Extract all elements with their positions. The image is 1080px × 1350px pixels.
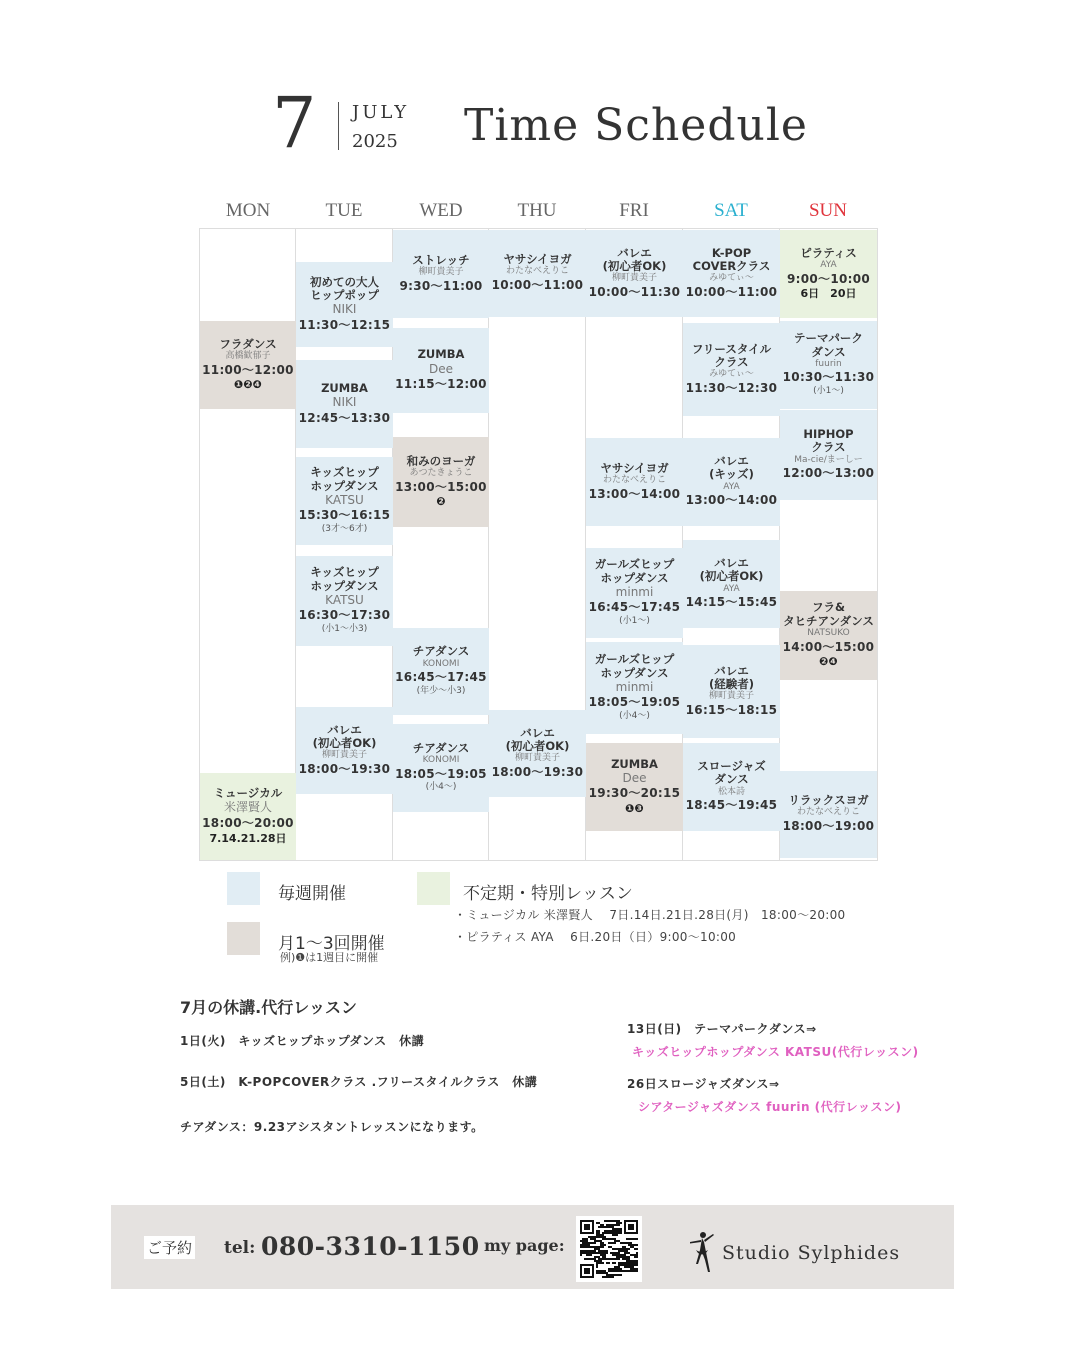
lesson-instructor: みゆてぃ〜 — [709, 369, 754, 380]
notice-line-substitute: キッズヒップホップダンス KATSU(代行レッスン) — [632, 1045, 919, 1059]
lesson-cell[interactable] — [780, 410, 877, 500]
day-header-sun: SUN — [808, 200, 847, 221]
lesson-time: 14:00〜15:00 — [782, 639, 875, 654]
lesson-instructor: AYA — [723, 481, 740, 492]
lesson-instructor: NATSUKO — [807, 627, 850, 638]
lesson-time: 18:00〜19:30 — [298, 761, 391, 776]
lesson-time: 16:45〜17:45 — [395, 670, 487, 685]
lesson-week-marks: 6日 20日 — [800, 287, 857, 301]
lesson-instructor: NIKI — [332, 395, 357, 410]
lesson-cell[interactable] — [586, 642, 683, 734]
lesson-week-marks: ❶❸ — [625, 802, 644, 816]
lesson-class-name: ストレッチ — [412, 252, 470, 267]
lesson-class-name: バレエ (初心者OK) — [699, 556, 764, 584]
lesson-note: (3才〜6才) — [321, 523, 368, 534]
lesson-note: (小1〜小3) — [321, 623, 368, 634]
lesson-time: 10:00〜11:30 — [588, 284, 681, 299]
lesson-cell[interactable] — [296, 457, 393, 545]
lesson-cell[interactable] — [780, 771, 877, 858]
lesson-class-name: バレエ (キッズ) — [709, 454, 754, 482]
lesson-cell[interactable] — [393, 230, 489, 318]
lesson-time: 18:45〜19:45 — [685, 798, 778, 813]
month-name: JULY — [352, 102, 410, 123]
lesson-instructor: fuurin — [815, 358, 842, 369]
lesson-instructor: みゆてぃ〜 — [709, 273, 754, 284]
lesson-time: 16:15〜18:15 — [685, 702, 778, 717]
lesson-cell[interactable] — [683, 743, 780, 831]
lesson-class-name: バレエ (初心者OK) — [505, 725, 570, 753]
day-header-thu: THU — [517, 200, 557, 221]
lesson-cell[interactable] — [393, 437, 489, 527]
lesson-class-name: バレエ (経験者) — [708, 663, 754, 691]
lesson-class-name: ZUMBA — [611, 756, 658, 771]
lesson-class-name: ヤサシイヨガ — [503, 252, 572, 267]
lesson-time: 11:30〜12:15 — [298, 317, 391, 332]
lesson-time: 16:45〜17:45 — [588, 600, 681, 615]
lesson-time: 18:05〜19:05 — [395, 766, 487, 781]
notice-line: チアダンス：9.23アシスタントレッスンになります。 — [180, 1120, 484, 1134]
lesson-time: 18:00〜19:00 — [782, 819, 875, 834]
lesson-cell[interactable] — [489, 230, 586, 317]
lesson-class-name: チアダンス — [412, 740, 470, 755]
lesson-cell[interactable] — [683, 230, 780, 317]
legend-monthly-example: 例)❶は1週目に開催 — [280, 951, 379, 964]
lesson-time: 10:30〜11:30 — [782, 370, 875, 385]
lesson-time: 11:00〜12:00 — [202, 362, 294, 377]
lesson-cell[interactable] — [393, 628, 489, 715]
lesson-time: 15:30〜16:15 — [298, 508, 391, 523]
lesson-cell[interactable] — [200, 773, 296, 860]
lesson-class-name: ZUMBA — [321, 380, 368, 395]
lesson-time: 10:00〜11:00 — [491, 278, 584, 293]
lesson-class-name: フラダンス — [219, 336, 277, 351]
lesson-cell[interactable] — [780, 321, 877, 409]
lesson-instructor: あつたきょうこ — [409, 467, 473, 478]
ballet-dancer-icon — [686, 1230, 716, 1278]
lesson-time: 16:30〜17:30 — [298, 608, 391, 623]
lesson-class-name: キッズヒップ ホップダンス — [310, 565, 379, 593]
lesson-instructor: 柳町貴美子 — [418, 266, 464, 277]
lesson-instructor: 柳町貴美子 — [321, 750, 367, 761]
lesson-instructor: わたなべえりこ — [505, 266, 569, 277]
lesson-instructor: 米澤賢人 — [223, 800, 272, 815]
lesson-time: 12:00〜13:00 — [782, 466, 875, 481]
lesson-instructor: 柳町貴美子 — [514, 753, 560, 764]
lesson-time: 10:00〜11:00 — [685, 284, 778, 299]
lesson-time: 18:00〜20:00 — [202, 815, 294, 830]
lesson-cell[interactable] — [586, 438, 683, 526]
lesson-class-name: HIPHOP クラス — [803, 427, 854, 455]
day-header-sat: SAT — [714, 200, 748, 221]
lesson-instructor: わたなべえりこ — [602, 474, 666, 485]
lesson-instructor: 柳町貴美子 — [708, 691, 754, 702]
lesson-cell[interactable] — [683, 438, 780, 526]
legend-special-note: ・ミュージカル 米澤賢人 7日.14日.21日.28日(月) 18:00〜20:00 — [454, 908, 846, 922]
lesson-class-name: バレエ (初心者OK) — [602, 245, 667, 273]
lesson-cell[interactable] — [393, 328, 489, 413]
mypage-label: my page: — [484, 1236, 565, 1255]
lesson-instructor: 高橋歓郁子 — [225, 350, 271, 361]
notice-line: 26日スロージャズダンス⇒ — [627, 1077, 780, 1091]
lesson-instructor: AYA — [723, 583, 740, 594]
lesson-time: 9:00〜10:00 — [786, 271, 871, 286]
lesson-week-marks: ❶❷❹ — [234, 378, 262, 392]
lesson-instructor: 松本詩 — [717, 786, 745, 797]
day-header-fri: FRI — [619, 200, 649, 221]
page-title: Time Schedule — [464, 100, 808, 151]
notice-line-substitute: シアタージャズダンス fuurin (代行レッスン) — [638, 1100, 902, 1114]
notice-line: 13日(日) テーマパークダンス⇒ — [627, 1022, 817, 1036]
header-divider — [338, 102, 339, 150]
lesson-class-name: 和みのヨーガ — [406, 453, 476, 468]
lesson-time: 18:00〜19:30 — [491, 764, 584, 779]
lesson-class-name: スロージャズ ダンス — [697, 759, 766, 787]
lesson-note: (年少〜小3) — [416, 685, 466, 696]
lesson-instructor: minmi — [615, 679, 654, 694]
lesson-note: (小1〜) — [619, 615, 650, 626]
lesson-cell[interactable] — [296, 360, 393, 448]
lesson-class-name: リラックスヨガ — [788, 793, 869, 808]
legend-special-swatch — [417, 872, 450, 905]
lesson-cell[interactable] — [489, 710, 586, 797]
notice-line: 1日(火) キッズヒップホップダンス 休講 — [180, 1034, 425, 1048]
legend-weekly-swatch — [227, 872, 260, 905]
legend-monthly-label: 月1〜3回開催 — [278, 934, 385, 954]
year: 2025 — [352, 131, 398, 152]
lesson-class-name: ミュージカル — [213, 786, 283, 801]
legend-monthly-swatch — [227, 922, 260, 955]
lesson-instructor: 柳町貴美子 — [611, 273, 657, 284]
legend-special-label: 不定期・特別レッスン — [463, 884, 633, 904]
lesson-time: 13:00〜14:00 — [685, 493, 778, 508]
lesson-time: 14:15〜15:45 — [685, 595, 778, 610]
day-header-tue: TUE — [325, 200, 363, 221]
lesson-cell[interactable] — [586, 230, 683, 317]
lesson-class-name: バレエ (初心者OK) — [312, 722, 377, 750]
lesson-time: 12:45〜13:30 — [298, 410, 391, 425]
lesson-cell[interactable] — [780, 591, 877, 680]
reserve-label: ご予約 — [144, 1236, 195, 1259]
lesson-class-name: ヤサシイヨガ — [600, 460, 669, 475]
lesson-instructor: Dee — [622, 770, 647, 785]
lesson-class-name: ZUMBA — [417, 347, 465, 362]
day-header-mon: MON — [225, 200, 271, 221]
legend-special-note: ・ピラティス AYA 6日.20日（日）9:00〜10:00 — [454, 930, 737, 944]
notices-title: 7月の休講.代行レッスン — [180, 998, 358, 1017]
lesson-class-name: チアダンス — [412, 644, 470, 659]
lesson-time: 11:15〜12:00 — [395, 377, 487, 392]
lesson-class-name: フラ& タヒチアンダンス — [783, 600, 874, 628]
lesson-instructor: KATSU — [325, 492, 364, 507]
qr-code-icon[interactable] — [576, 1216, 642, 1282]
studio-name: Studio Sylphides — [722, 1242, 901, 1264]
lesson-note: (小1〜) — [813, 386, 844, 397]
lesson-week-marks: ❷ — [436, 495, 446, 509]
phone-number[interactable]: 080-3310-1150 — [261, 1232, 480, 1261]
lesson-week-marks: ❷❹ — [819, 655, 838, 669]
lesson-instructor: KATSU — [325, 592, 364, 607]
legend-weekly-label: 毎週開催 — [278, 884, 346, 904]
lesson-instructor: minmi — [615, 584, 654, 599]
month-number: 7 — [272, 82, 317, 164]
lesson-class-name: ピラティス — [800, 245, 857, 260]
lesson-time: 19:30〜20:15 — [588, 786, 681, 801]
lesson-cell[interactable] — [393, 724, 489, 812]
lesson-week-marks: 7.14.21.28日 — [209, 831, 287, 845]
lesson-class-name: K-POP COVERクラス — [692, 245, 771, 273]
lesson-instructor: KONOMI — [422, 755, 460, 766]
lesson-cell[interactable] — [780, 230, 877, 318]
lesson-time: 9:30〜11:00 — [399, 278, 483, 293]
lesson-cell[interactable] — [683, 540, 780, 628]
lesson-instructor: AYA — [820, 259, 837, 270]
lesson-note: (小4〜) — [619, 710, 650, 721]
lesson-cell[interactable] — [586, 743, 683, 831]
lesson-instructor: KONOMI — [422, 658, 460, 669]
lesson-class-name: ガールズヒップ ホップダンス — [594, 557, 675, 585]
lesson-class-name: ガールズヒップ ホップダンス — [594, 652, 675, 680]
lesson-instructor: NIKI — [332, 302, 357, 317]
lesson-class-name: フリースタイル クラス — [691, 341, 772, 369]
tel-label: tel: — [224, 1238, 256, 1258]
lesson-instructor: Dee — [428, 361, 453, 376]
lesson-cell[interactable] — [586, 548, 683, 638]
lesson-cell[interactable] — [296, 262, 393, 347]
lesson-time: 13:00〜15:00 — [395, 479, 487, 494]
lesson-class-name: テーマパーク ダンス — [794, 331, 863, 359]
lesson-cell[interactable] — [683, 645, 780, 738]
lesson-time: 18:05〜19:05 — [588, 695, 681, 710]
day-header-wed: WED — [419, 200, 463, 221]
lesson-time: 13:00〜14:00 — [588, 486, 681, 501]
lesson-class-name: キッズヒップ ホップダンス — [310, 465, 379, 493]
lesson-cell[interactable] — [200, 321, 296, 409]
notice-line: 5日(土) K-POPCOVERクラス .フリースタイルクラス 休講 — [180, 1075, 538, 1089]
lesson-cell[interactable] — [683, 323, 780, 416]
lesson-instructor: Ma-cie/まーしー — [794, 454, 863, 465]
lesson-time: 11:30〜12:30 — [685, 380, 778, 395]
lesson-cell[interactable] — [296, 707, 393, 794]
lesson-instructor: わたなべえりこ — [796, 807, 860, 818]
lesson-note: (小4〜) — [425, 782, 457, 793]
lesson-cell[interactable] — [296, 556, 393, 646]
lesson-class-name: 初めての大人 ヒップポップ — [310, 274, 379, 302]
